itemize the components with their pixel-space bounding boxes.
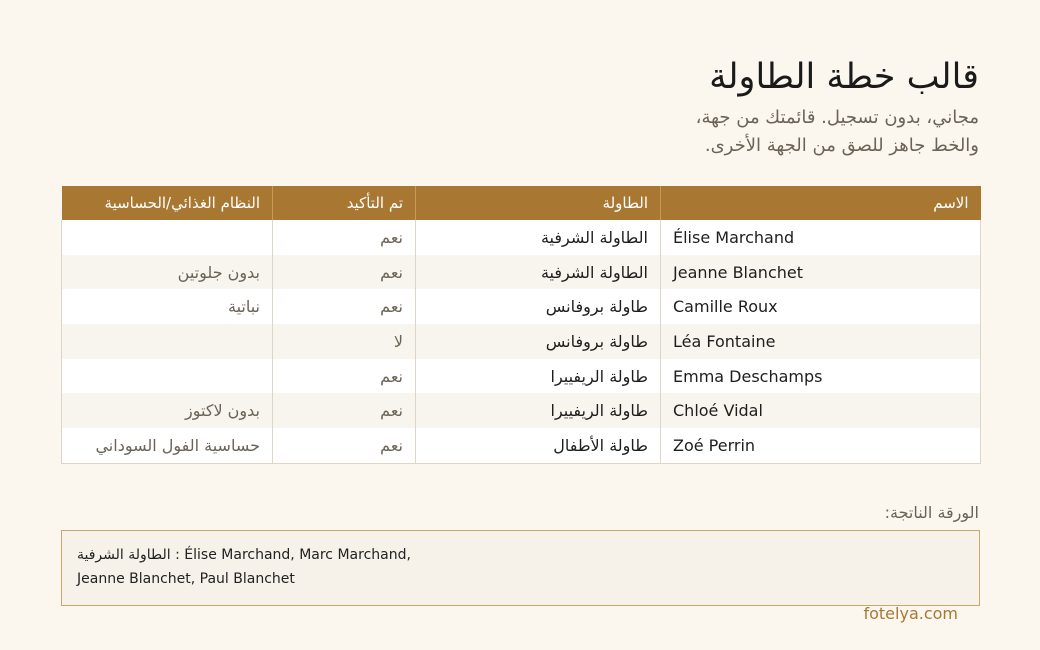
cell-diet[interactable]: نباتية (62, 289, 273, 324)
cell-table[interactable]: طاولة الأطفال (416, 428, 661, 463)
cell-table[interactable]: طاولة بروفانس (416, 324, 661, 359)
header-name: الاسم (661, 186, 981, 220)
table-row (62, 289, 981, 324)
cell-confirmed[interactable]: نعم (273, 289, 416, 324)
guest-table (61, 186, 980, 464)
table-row (62, 359, 981, 394)
cell-confirmed[interactable]: لا (273, 324, 416, 359)
cell-table[interactable]: الطاولة الشرفية (416, 220, 661, 255)
page-title: قالب خطة الطاولة (709, 57, 979, 97)
cell-table[interactable]: طاولة الريفييرا (416, 359, 661, 394)
table-row (62, 393, 981, 428)
cell-name[interactable]: Jeanne Blanchet (661, 255, 981, 290)
subtitle-line-1: مجاني، بدون تسجيل. قائمتك من جهة، (695, 107, 979, 128)
result-line-1: الطاولة الشرفية : Élise Marchand, Marc Marchand, (77, 547, 411, 563)
result-line-2: Jeanne Blanchet, Paul Blanchet (77, 571, 295, 587)
cell-name[interactable]: Élise Marchand (661, 220, 981, 255)
page-header (279, 52, 979, 160)
cell-name[interactable]: Zoé Perrin (661, 428, 981, 463)
cell-diet[interactable]: بدون لاكتوز (62, 393, 273, 428)
cell-name[interactable]: Camille Roux (661, 289, 981, 324)
cell-diet[interactable] (62, 359, 273, 394)
page-subtitle (279, 104, 979, 160)
header-diet: النظام الغذائي/الحساسية (62, 186, 273, 220)
cell-diet[interactable] (62, 220, 273, 255)
cell-confirmed[interactable]: نعم (273, 393, 416, 428)
header-confirmed: تم التأكيد (273, 186, 416, 220)
subtitle-line-2: والخط جاهز للصق من الجهة الأخرى. (704, 135, 979, 156)
cell-name[interactable]: Chloé Vidal (661, 393, 981, 428)
cell-diet[interactable]: حساسية الفول السوداني (62, 428, 273, 463)
result-output-box[interactable] (61, 530, 980, 606)
table-row (62, 255, 981, 290)
cell-confirmed[interactable]: نعم (273, 255, 416, 290)
cell-confirmed[interactable]: نعم (273, 359, 416, 394)
cell-table[interactable]: طاولة بروفانس (416, 289, 661, 324)
cell-diet[interactable] (62, 324, 273, 359)
table-row (62, 324, 981, 359)
cell-diet[interactable]: بدون جلوتين (62, 255, 273, 290)
table-row (62, 220, 981, 255)
result-label: الورقة الناتجة: (884, 503, 979, 522)
table-header-row (62, 186, 981, 220)
cell-confirmed[interactable]: نعم (273, 220, 416, 255)
cell-confirmed[interactable]: نعم (273, 428, 416, 463)
cell-name[interactable]: Léa Fontaine (661, 324, 981, 359)
cell-table[interactable]: الطاولة الشرفية (416, 255, 661, 290)
footer-site-link[interactable]: fotelya.com (863, 604, 958, 623)
header-table: الطاولة (416, 186, 661, 220)
cell-name[interactable]: Emma Deschamps (661, 359, 981, 394)
table-row (62, 428, 981, 463)
cell-table[interactable]: طاولة الريفييرا (416, 393, 661, 428)
